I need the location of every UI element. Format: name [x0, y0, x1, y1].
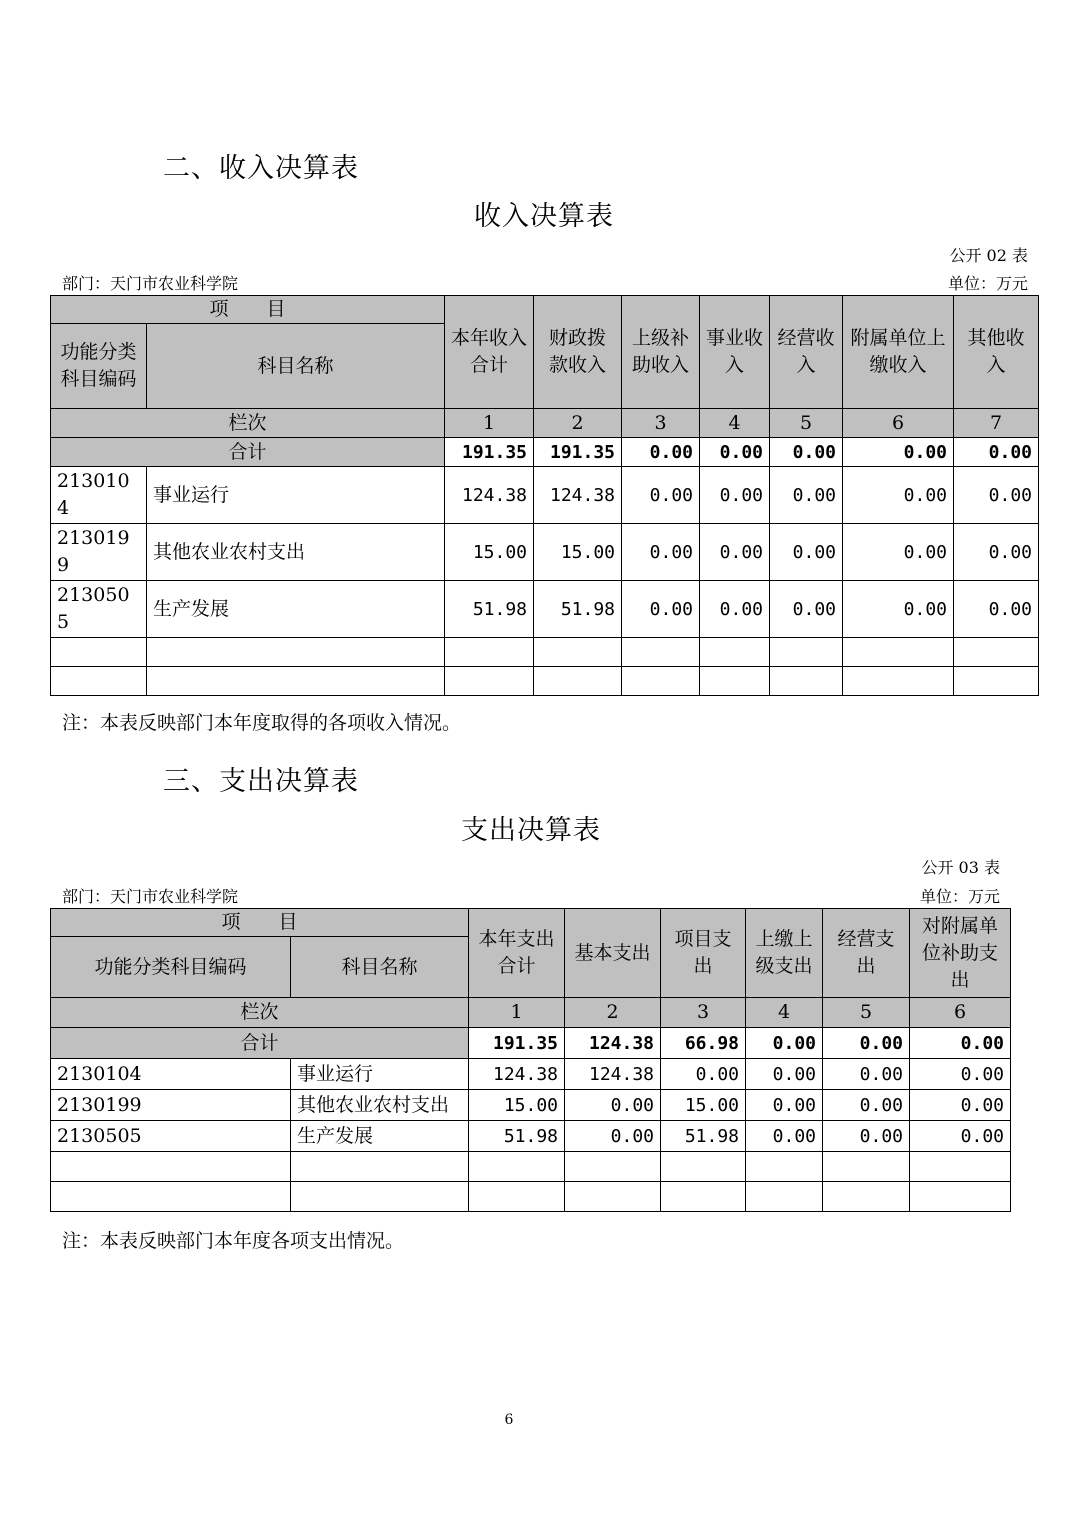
expense-form-number: 公开 03 表 [921, 858, 1000, 877]
header-col-3: 项目支出 [661, 909, 746, 998]
col-num-7: 7 [954, 409, 1039, 438]
row-value: 0.00 [823, 1090, 910, 1121]
header-col-2: 财政拨款收入 [534, 296, 622, 409]
total-value: 66.98 [661, 1028, 746, 1059]
row-code: 2130199 [51, 524, 147, 581]
row-value: 0.00 [700, 467, 770, 524]
row-value: 51.98 [534, 581, 622, 638]
row-value: 0.00 [954, 581, 1039, 638]
row-value: 0.00 [565, 1090, 661, 1121]
empty-row [51, 1152, 1011, 1182]
row-value: 0.00 [565, 1121, 661, 1152]
row-value: 0.00 [823, 1121, 910, 1152]
header-col-3: 上级补助收入 [622, 296, 700, 409]
col-num-1: 1 [445, 409, 534, 438]
total-value: 191.35 [534, 438, 622, 467]
row-name: 事业运行 [147, 467, 445, 524]
header-code: 功能分类科目编码 [51, 324, 147, 409]
col-row-label: 栏次 [51, 409, 445, 438]
total-value: 0.00 [954, 438, 1039, 467]
row-value: 0.00 [770, 581, 843, 638]
col-num-4: 4 [700, 409, 770, 438]
col-num-4: 4 [746, 998, 823, 1028]
row-value: 0.00 [954, 524, 1039, 581]
table-row [51, 1059, 1011, 1090]
row-value: 0.00 [770, 467, 843, 524]
header-name: 科目名称 [147, 324, 445, 409]
table-row [51, 581, 1039, 638]
row-value: 0.00 [622, 467, 700, 524]
row-code: 2130199 [51, 1090, 291, 1121]
row-value: 0.00 [770, 524, 843, 581]
total-value: 191.35 [469, 1028, 565, 1059]
row-value: 0.00 [843, 581, 954, 638]
row-value: 0.00 [910, 1059, 1011, 1090]
header-item: 项 目 [51, 909, 469, 937]
total-row [51, 438, 1039, 467]
row-value: 0.00 [954, 467, 1039, 524]
col-num-2: 2 [534, 409, 622, 438]
col-num-3: 3 [622, 409, 700, 438]
total-value: 0.00 [622, 438, 700, 467]
row-value: 124.38 [445, 467, 534, 524]
income-note: 注：本表反映部门本年度取得的各项收入情况。 [62, 712, 462, 734]
row-value: 0.00 [700, 581, 770, 638]
total-value: 0.00 [843, 438, 954, 467]
row-value: 0.00 [910, 1090, 1011, 1121]
row-value: 15.00 [661, 1090, 746, 1121]
table-row [51, 467, 1039, 524]
expense-table [50, 908, 1011, 1212]
row-name: 生产发展 [147, 581, 445, 638]
table-row [51, 1090, 1011, 1121]
row-value: 0.00 [746, 1090, 823, 1121]
row-value: 0.00 [661, 1059, 746, 1090]
header-col-2: 基本支出 [565, 909, 661, 998]
expense-note: 注：本表反映部门本年度各项支出情况。 [62, 1230, 405, 1252]
row-value: 0.00 [746, 1059, 823, 1090]
col-num-5: 5 [823, 998, 910, 1028]
header-col-6: 对附属单位补助支出 [910, 909, 1011, 998]
header-col-5: 经营支出 [823, 909, 910, 998]
total-value: 191.35 [445, 438, 534, 467]
row-code: 2130104 [51, 1059, 291, 1090]
page-number: 6 [504, 1412, 514, 1428]
total-label: 合计 [51, 1028, 469, 1059]
row-code: 2130505 [51, 581, 147, 638]
total-value: 0.00 [746, 1028, 823, 1059]
row-name: 其他农业农村支出 [291, 1090, 469, 1121]
col-num-2: 2 [565, 998, 661, 1028]
total-value: 0.00 [823, 1028, 910, 1059]
row-name: 生产发展 [291, 1121, 469, 1152]
total-value: 124.38 [565, 1028, 661, 1059]
header-code: 功能分类科目编码 [51, 937, 291, 998]
col-num-3: 3 [661, 998, 746, 1028]
empty-row [51, 1182, 1011, 1212]
table-row [51, 524, 1039, 581]
income-table-title: 收入决算表 [474, 201, 614, 232]
empty-row [51, 667, 1039, 696]
row-value: 15.00 [469, 1090, 565, 1121]
total-label: 合计 [51, 438, 445, 467]
expense-unit: 单位：万元 [919, 887, 1000, 906]
row-value: 15.00 [445, 524, 534, 581]
row-value: 51.98 [661, 1121, 746, 1152]
income-department: 部门：天门市农业科学院 [62, 274, 239, 293]
header-name: 科目名称 [291, 937, 469, 998]
row-code: 2130104 [51, 467, 147, 524]
total-row [51, 1028, 1011, 1059]
row-value: 51.98 [445, 581, 534, 638]
header-col-5: 经营收入 [770, 296, 843, 409]
row-code: 2130505 [51, 1121, 291, 1152]
total-value: 0.00 [910, 1028, 1011, 1059]
expense-department: 部门：天门市农业科学院 [62, 887, 239, 906]
col-row-label: 栏次 [51, 998, 469, 1028]
table-row [51, 1121, 1011, 1152]
row-name: 其他农业农村支出 [147, 524, 445, 581]
header-item: 项 目 [51, 296, 445, 324]
total-value: 0.00 [700, 438, 770, 467]
expense-table-title: 支出决算表 [461, 815, 601, 846]
row-value: 0.00 [843, 467, 954, 524]
col-num-6: 6 [910, 998, 1011, 1028]
row-value: 51.98 [469, 1121, 565, 1152]
col-num-6: 6 [843, 409, 954, 438]
section2-heading: 二、收入决算表 [163, 153, 359, 184]
row-value: 0.00 [622, 581, 700, 638]
header-col-1: 本年收入合计 [445, 296, 534, 409]
row-value: 124.38 [534, 467, 622, 524]
row-value: 124.38 [469, 1059, 565, 1090]
row-value: 0.00 [843, 524, 954, 581]
header-col-4: 上缴上级支出 [746, 909, 823, 998]
header-col-4: 事业收入 [700, 296, 770, 409]
row-name: 事业运行 [291, 1059, 469, 1090]
row-value: 0.00 [910, 1121, 1011, 1152]
header-col-6: 附属单位上缴收入 [843, 296, 954, 409]
section3-heading: 三、支出决算表 [163, 766, 359, 797]
empty-row [51, 638, 1039, 667]
header-col-1: 本年支出合计 [469, 909, 565, 998]
income-table [50, 295, 1039, 696]
row-value: 124.38 [565, 1059, 661, 1090]
row-value: 0.00 [823, 1059, 910, 1090]
header-col-7: 其他收入 [954, 296, 1039, 409]
income-form-number: 公开 02 表 [949, 246, 1028, 265]
col-num-1: 1 [469, 998, 565, 1028]
income-unit: 单位：万元 [947, 274, 1028, 293]
row-value: 0.00 [622, 524, 700, 581]
total-value: 0.00 [770, 438, 843, 467]
col-num-5: 5 [770, 409, 843, 438]
row-value: 0.00 [700, 524, 770, 581]
row-value: 15.00 [534, 524, 622, 581]
row-value: 0.00 [746, 1121, 823, 1152]
